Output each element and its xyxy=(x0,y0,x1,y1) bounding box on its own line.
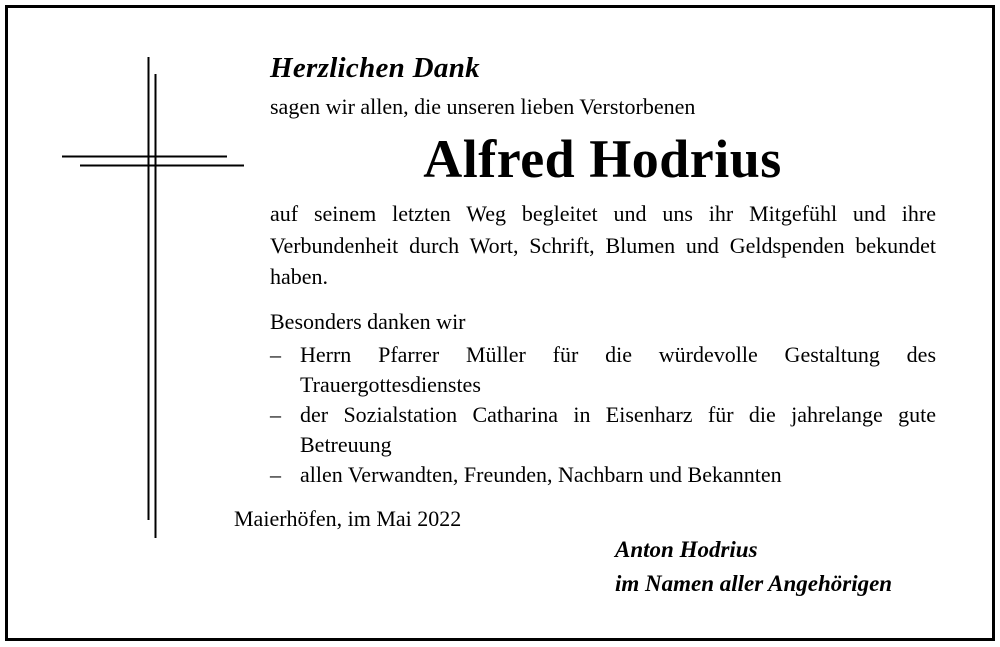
list-item xyxy=(270,400,936,460)
list-item xyxy=(270,340,936,400)
list-item-text: Herrn Pfarrer Müller für die würdevolle Gestaltung des Trauergottesdienstes xyxy=(300,342,936,397)
dash-marker: – xyxy=(270,402,281,427)
body-text: auf seinem letzten Weg begleitet und uns ihr Mitgefühl und ihre Verbundenheit durch Wort, Schrift, Blumen und Geldspenden bekundet haben. xyxy=(270,201,936,289)
dash-marker: – xyxy=(270,462,281,487)
signer-name: Anton Hodrius xyxy=(615,537,758,562)
list-item-text: der Sozialstation Catharina in Eisenharz für die jahrelange gute Betreuung xyxy=(300,402,936,457)
dash-marker: – xyxy=(270,342,281,367)
intro-text: sagen wir allen, die unseren lieben Verstorbenen xyxy=(270,94,696,119)
special-thanks-heading: Besonders danken wir xyxy=(270,309,466,334)
thanks-heading: Herzlichen Dank xyxy=(270,52,480,84)
list-item-text: allen Verwandten, Freunden, Nachbarn und Bekannten xyxy=(300,462,782,487)
deceased-name: Alfred Hodrius xyxy=(423,129,782,189)
list-item xyxy=(270,460,936,490)
place-date: Maierhöfen, im Mai 2022 xyxy=(234,506,462,531)
signer-note: im Namen aller Angehörigen xyxy=(615,571,893,596)
special-thanks-list xyxy=(270,340,936,490)
